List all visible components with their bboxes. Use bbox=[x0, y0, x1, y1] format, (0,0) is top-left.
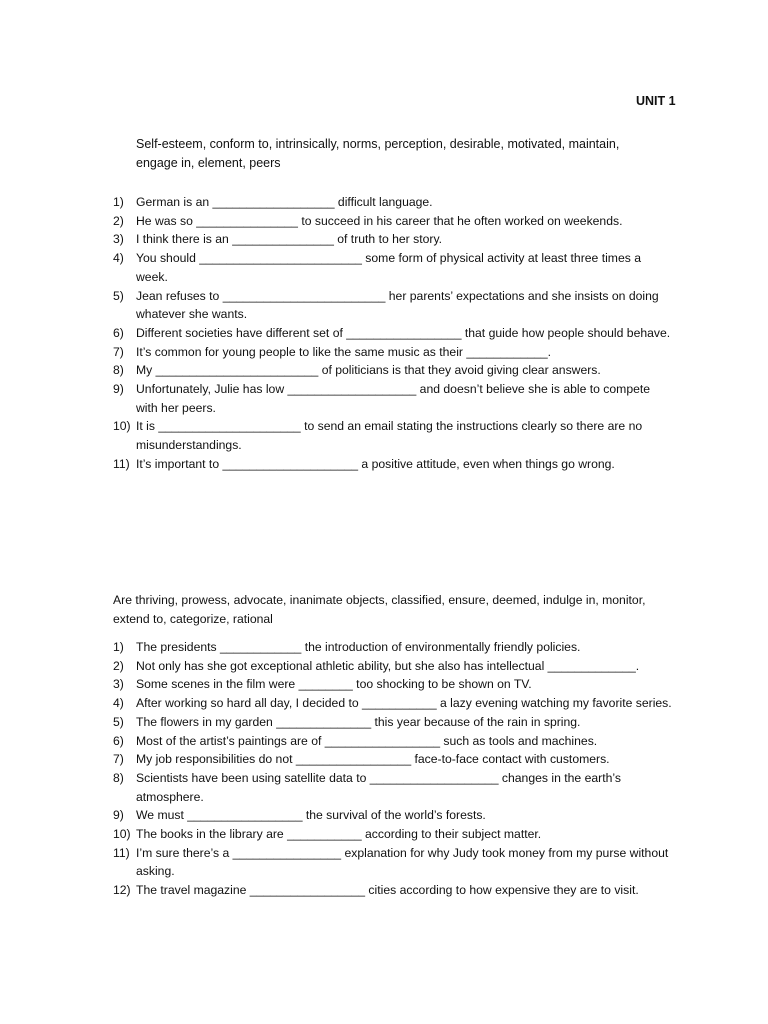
item-sentence: Jean refuses to ________________________ her parents’ expectations and she insists on doing whatever she wants. bbox=[136, 288, 659, 322]
item-number: 5) bbox=[113, 714, 124, 729]
exercise-item bbox=[113, 732, 673, 751]
exercise-item bbox=[113, 769, 673, 806]
item-number: 9) bbox=[113, 382, 124, 397]
item-sentence: Scientists have been using satellite data to ___________________ changes in the earth’s atmosphere. bbox=[136, 770, 621, 804]
item-number: 7) bbox=[113, 752, 124, 767]
item-number: 8) bbox=[113, 363, 124, 378]
item-sentence: German is an __________________ difficult language. bbox=[136, 195, 433, 209]
item-sentence: I’m sure there’s a ________________ explanation for why Judy took money from my purse without asking. bbox=[136, 845, 669, 879]
item-sentence: It is _____________________ to send an email stating the instructions clearly so there are no misunderstandings. bbox=[136, 419, 643, 453]
item-number: 4) bbox=[113, 696, 124, 711]
exercise-item bbox=[113, 638, 673, 657]
word-bank-2: Are thriving, prowess, advocate, inanimate objects, classified, ensure, deemed, indulge in, monitor, extend to, categorize, rational bbox=[113, 593, 646, 626]
word-bank-1: Self-esteem, conform to, intrinsically, norms, perception, desirable, motivated, maintain, engage in, element, peers bbox=[136, 137, 620, 170]
item-sentence: The presidents ____________ the introduction of environmentally friendly policies. bbox=[136, 640, 581, 654]
item-sentence: After working so hard all day, I decided to ___________ a lazy evening watching my favorite series. bbox=[136, 696, 672, 711]
item-number: 3) bbox=[113, 232, 124, 247]
exercise-item bbox=[113, 287, 673, 324]
item-sentence: We must _________________ the survival of the world’s forests. bbox=[136, 808, 486, 823]
item-number: 8) bbox=[113, 770, 124, 785]
exercise-item bbox=[113, 881, 673, 900]
item-number: 6) bbox=[113, 733, 124, 748]
exercise-list-2 bbox=[113, 638, 673, 900]
item-sentence: Most of the artist’s paintings are of _________________ such as tools and machines. bbox=[136, 733, 598, 748]
item-number: 1) bbox=[113, 195, 124, 209]
exercise-item bbox=[113, 657, 673, 676]
unit-heading: UNIT 1 bbox=[636, 94, 676, 108]
item-number: 3) bbox=[113, 677, 124, 692]
exercise-list-1 bbox=[113, 193, 673, 474]
item-number: 1) bbox=[113, 640, 124, 654]
item-sentence: My ________________________ of politicians is that they avoid giving clear answers. bbox=[136, 363, 601, 378]
item-sentence: My job responsibilities do not _________________ face-to-face contact with customers. bbox=[136, 752, 610, 767]
exercise-item bbox=[113, 806, 673, 825]
exercise-item bbox=[113, 713, 673, 732]
item-sentence: Unfortunately, Julie has low ___________________ and doesn’t believe she is able to compete with her peers. bbox=[136, 382, 651, 415]
exercise-item bbox=[113, 343, 673, 362]
item-number: 2) bbox=[113, 213, 124, 228]
item-number: 10) bbox=[113, 827, 131, 842]
exercise-item bbox=[113, 361, 673, 380]
item-number: 5) bbox=[113, 288, 124, 303]
exercise-item bbox=[113, 844, 673, 881]
item-sentence: Not only has she got exceptional athletic ability, but she also has intellectual _____________. bbox=[136, 658, 640, 673]
exercise-item bbox=[113, 230, 673, 249]
item-sentence: You should ________________________ some form of physical activity at least three times a week. bbox=[136, 251, 641, 284]
exercise-item bbox=[113, 193, 673, 212]
item-sentence: He was so _______________ to succeed in his career that he often worked on weekends. bbox=[136, 213, 623, 228]
item-number: 2) bbox=[113, 658, 124, 673]
item-number: 7) bbox=[113, 344, 124, 359]
exercise-item bbox=[113, 455, 673, 474]
item-sentence: I think there is an _______________ of truth to her story. bbox=[136, 232, 443, 247]
item-sentence: The travel magazine _________________ cities according to how expensive they are to visit. bbox=[136, 883, 639, 898]
exercise-item bbox=[113, 675, 673, 694]
item-number: 10) bbox=[113, 419, 131, 434]
item-sentence: The flowers in my garden ______________ this year because of the rain in spring. bbox=[136, 714, 581, 729]
item-sentence: The books in the library are ___________ according to their subject matter. bbox=[136, 827, 542, 842]
exercise-item bbox=[113, 324, 673, 343]
exercise-item bbox=[113, 417, 673, 454]
exercise-item bbox=[113, 825, 673, 844]
exercise-item bbox=[113, 249, 673, 286]
exercise-item bbox=[113, 380, 673, 417]
exercise-item bbox=[113, 750, 673, 769]
item-number: 11) bbox=[113, 456, 130, 471]
item-number: 9) bbox=[113, 808, 124, 823]
item-number: 11) bbox=[113, 845, 130, 860]
item-number: 12) bbox=[113, 883, 131, 898]
item-sentence: It’s common for young people to like the same music as their ____________. bbox=[136, 344, 552, 359]
item-number: 4) bbox=[113, 251, 124, 266]
item-sentence: It’s important to ____________________ a positive attitude, even when things go wrong. bbox=[136, 456, 615, 471]
item-sentence: Some scenes in the film were ________ too shocking to be shown on TV. bbox=[136, 677, 532, 692]
item-sentence: Different societies have different set of _________________ that guide how people should behave. bbox=[136, 325, 671, 340]
exercise-item bbox=[113, 694, 673, 713]
exercise-item bbox=[113, 212, 673, 231]
item-number: 6) bbox=[113, 325, 124, 340]
